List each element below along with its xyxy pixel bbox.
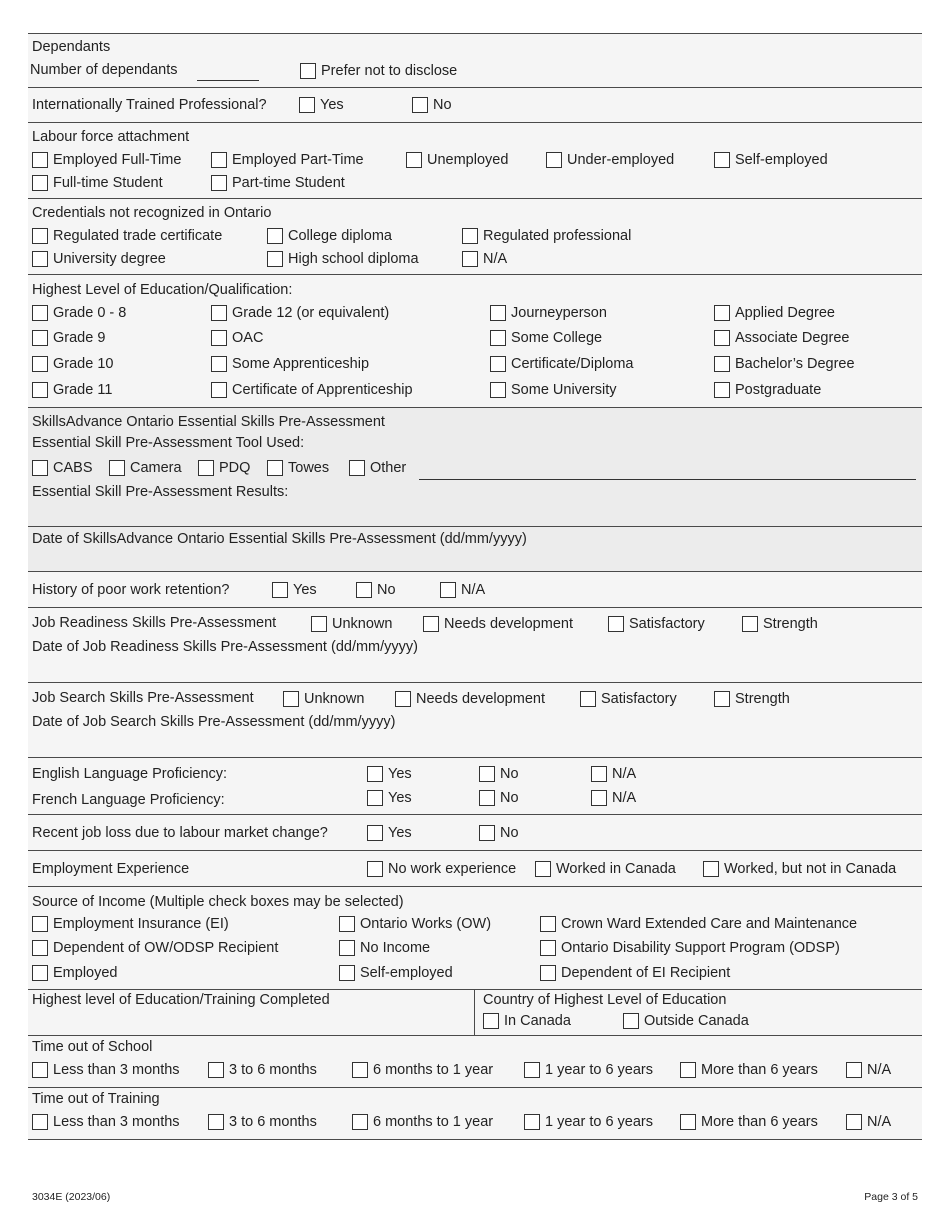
checkbox-box [479, 825, 495, 841]
checkbox-box [211, 305, 227, 321]
checkbox-label: University degree [53, 251, 166, 267]
part-time-student-checkbox[interactable] [211, 174, 345, 192]
job-readiness-date-label: Date of Job Readiness Skills Pre-Assessment (dd/mm/yyyy) [32, 639, 418, 655]
checkbox-box [546, 152, 562, 168]
form-id: 3034E (2023/06) [32, 1191, 111, 1203]
some-university-checkbox[interactable] [490, 381, 617, 399]
checkbox-label: PDQ [219, 460, 251, 476]
checkbox-box [406, 152, 422, 168]
checkbox-box [311, 616, 327, 632]
checkbox-box [714, 330, 730, 346]
checkbox-label: Yes [320, 97, 344, 113]
credentials-section [28, 198, 922, 274]
number-of-dependants-label: Number of dependants [30, 62, 178, 78]
job-readiness-label: Job Readiness Skills Pre-Assessment [32, 615, 277, 631]
english-no-checkbox[interactable] [479, 765, 519, 783]
checkbox-label: Grade 0 - 8 [53, 305, 127, 321]
checkbox-label: N/A [612, 766, 637, 782]
checkbox-label: Self-employed [735, 152, 828, 168]
checkbox-label: Applied Degree [735, 305, 835, 321]
checkbox-box [32, 1114, 48, 1130]
checkbox-label: 1 year to 6 years [545, 1062, 653, 1078]
checkbox-label: High school diploma [288, 251, 419, 267]
dependent-ow-odsp-checkbox[interactable] [32, 939, 278, 957]
no-work-experience-checkbox[interactable] [367, 860, 516, 878]
checkbox-box [395, 691, 411, 707]
school-6-months-1-year-checkbox[interactable] [352, 1061, 493, 1079]
checkbox-label: Dependent of EI Recipient [561, 965, 731, 981]
checkbox-label: Satisfactory [601, 691, 677, 707]
checkbox-label: Strength [735, 691, 790, 707]
checkbox-box [299, 97, 315, 113]
checkbox-label: 3 to 6 months [229, 1114, 317, 1130]
checkbox-label: Ontario Disability Support Program (ODSP) [561, 940, 840, 956]
checkbox-box [272, 582, 288, 598]
towes-checkbox[interactable] [267, 459, 329, 477]
training-6-months-1-year-checkbox[interactable] [352, 1113, 493, 1131]
checkbox-box [32, 330, 48, 346]
postgraduate-checkbox[interactable] [714, 381, 821, 399]
checkbox-box [524, 1062, 540, 1078]
checkbox-label: Part-time Student [232, 175, 345, 191]
checkbox-label: N/A [483, 251, 508, 267]
checkbox-label: Grade 9 [53, 330, 106, 346]
other-tool-input[interactable] [419, 461, 916, 480]
checkbox-box [440, 582, 456, 598]
odsp-checkbox[interactable] [540, 939, 840, 957]
checkbox-box [423, 616, 439, 632]
dependants-section [28, 33, 922, 87]
other-tool-checkbox[interactable] [349, 459, 406, 477]
employed-part-time-checkbox[interactable] [211, 151, 364, 169]
time-out-school-heading: Time out of School [32, 1039, 153, 1055]
job-readiness-unknown-checkbox[interactable] [311, 615, 392, 633]
checkbox-box [714, 152, 730, 168]
checkbox-label: Outside Canada [644, 1013, 749, 1029]
checkbox-box [490, 356, 506, 372]
certificate-of-apprenticeship-checkbox[interactable] [211, 381, 413, 399]
education-heading: Highest Level of Education/Qualification: [32, 282, 293, 298]
checkbox-box [211, 382, 227, 398]
checkbox-box [608, 616, 624, 632]
itp-yes-checkbox[interactable] [299, 96, 344, 114]
checkbox-label: No Income [360, 940, 431, 956]
checkbox-label: Journeyperson [511, 305, 607, 321]
oac-checkbox[interactable] [211, 329, 263, 347]
prefer-not-to-disclose-checkbox[interactable] [300, 62, 457, 80]
language-section [28, 757, 922, 814]
work-retention-section [28, 571, 922, 607]
checkbox-box [211, 152, 227, 168]
job-search-section [28, 682, 922, 757]
page-number: Page 3 of 5 [864, 1191, 918, 1203]
checkbox-label: No [433, 97, 452, 113]
job-loss-yes-checkbox[interactable] [367, 824, 412, 842]
checkbox-box [198, 460, 214, 476]
checkbox-label: 3 to 6 months [229, 1062, 317, 1078]
checkbox-box [680, 1114, 696, 1130]
cabs-checkbox[interactable] [32, 459, 93, 477]
checkbox-box [267, 228, 283, 244]
english-proficiency-label: English Language Proficiency: [32, 766, 228, 782]
checkbox-box [109, 460, 125, 476]
dependent-ei-checkbox[interactable] [540, 964, 730, 982]
checkbox-box [208, 1114, 224, 1130]
checkbox-box [490, 330, 506, 346]
checkbox-label: Camera [130, 460, 182, 476]
checkbox-label: Unknown [304, 691, 365, 707]
checkbox-box [680, 1062, 696, 1078]
checkbox-label: Less than 3 months [53, 1114, 180, 1130]
checkbox-label: Full-time Student [53, 175, 163, 191]
unemployed-checkbox[interactable] [406, 151, 508, 169]
checkbox-label: N/A [612, 790, 637, 806]
checkbox-label: In Canada [504, 1013, 571, 1029]
checkbox-label: More than 6 years [701, 1062, 818, 1078]
english-na-checkbox[interactable] [591, 765, 636, 783]
checkbox-label: No [500, 790, 519, 806]
checkbox-box [479, 790, 495, 806]
journeyperson-checkbox[interactable] [490, 304, 607, 322]
checkbox-label: Crown Ward Extended Care and Maintenance [561, 916, 858, 932]
income-heading: Source of Income (Multiple check boxes may be selected) [32, 894, 404, 910]
associate-degree-checkbox[interactable] [714, 329, 849, 347]
checkbox-label: N/A [867, 1114, 892, 1130]
self-employed-checkbox[interactable] [714, 151, 828, 169]
checkbox-box [483, 1013, 499, 1029]
job-search-unknown-checkbox[interactable] [283, 690, 364, 708]
checkbox-box [479, 766, 495, 782]
checkbox-box [714, 691, 730, 707]
essential-date-input[interactable] [32, 550, 332, 568]
checkbox-label: No [500, 766, 519, 782]
french-proficiency-label: French Language Proficiency: [32, 792, 225, 808]
credentials-heading: Credentials not recognized in Ontario [32, 205, 272, 221]
college-diploma-checkbox[interactable] [267, 227, 392, 245]
checkbox-box [714, 356, 730, 372]
job-search-satisfactory-checkbox[interactable] [580, 690, 677, 708]
checkbox-box [32, 228, 48, 244]
checkbox-box [462, 228, 478, 244]
time-out-school-section [28, 1035, 922, 1087]
training-less-3-months-checkbox[interactable] [32, 1113, 180, 1131]
checkbox-box [462, 251, 478, 267]
checkbox-box [540, 916, 556, 932]
job-loss-no-checkbox[interactable] [479, 824, 519, 842]
checkbox-box [283, 691, 299, 707]
french-no-checkbox[interactable] [479, 789, 519, 807]
job-readiness-strength-checkbox[interactable] [742, 615, 818, 633]
checkbox-label: OAC [232, 330, 264, 346]
french-yes-checkbox[interactable] [367, 789, 412, 807]
checkbox-label: Unemployed [427, 152, 509, 168]
retention-yes-checkbox[interactable] [272, 581, 317, 599]
checkbox-label: Yes [388, 766, 412, 782]
checkbox-label: Worked, but not in Canada [724, 861, 897, 877]
checkbox-label: Grade 12 (or equivalent) [232, 305, 390, 321]
checkbox-box [32, 916, 48, 932]
checkbox-box [714, 382, 730, 398]
full-time-student-checkbox[interactable] [32, 174, 163, 192]
in-canada-checkbox[interactable] [483, 1012, 571, 1030]
number-of-dependants-input[interactable] [197, 62, 259, 81]
regulated-trade-certificate-checkbox[interactable] [32, 227, 222, 245]
job-loss-label: Recent job loss due to labour market change? [32, 825, 328, 841]
school-1-6-years-checkbox[interactable] [524, 1061, 653, 1079]
checkbox-box [367, 825, 383, 841]
worked-not-in-canada-checkbox[interactable] [703, 860, 896, 878]
checkbox-box [846, 1114, 862, 1130]
checkbox-box [32, 356, 48, 372]
school-less-3-months-checkbox[interactable] [32, 1061, 180, 1079]
job-loss-section [28, 814, 922, 850]
checkbox-box [32, 251, 48, 267]
checkbox-label: Ontario Works (OW) [360, 916, 492, 932]
job-search-strength-checkbox[interactable] [714, 690, 790, 708]
job-search-date-input[interactable] [32, 734, 332, 752]
checkbox-label: CABS [53, 460, 93, 476]
checkbox-label: 6 months to 1 year [373, 1062, 494, 1078]
checkbox-label: Needs development [416, 691, 545, 707]
training-completed-section [28, 989, 922, 1035]
itp-label: Internationally Trained Professional? [32, 97, 267, 113]
itp-section [28, 87, 922, 122]
worked-in-canada-checkbox[interactable] [535, 860, 676, 878]
job-readiness-section [28, 607, 922, 682]
checkbox-box [742, 616, 758, 632]
checkbox-label: Yes [388, 825, 412, 841]
camera-checkbox[interactable] [109, 459, 182, 477]
checkbox-label: Other [370, 460, 407, 476]
checkbox-box [349, 460, 365, 476]
checkbox-box [211, 356, 227, 372]
checkbox-box [580, 691, 596, 707]
checkbox-box [32, 305, 48, 321]
grade-12-checkbox[interactable] [211, 304, 389, 322]
essential-date-label: Date of SkillsAdvance Ontario Essential Skills Pre-Assessment (dd/mm/yyyy) [32, 531, 527, 547]
checkbox-box [352, 1062, 368, 1078]
checkbox-label: No work experience [388, 861, 517, 877]
english-yes-checkbox[interactable] [367, 765, 412, 783]
checkbox-box [32, 940, 48, 956]
checkbox-label: N/A [867, 1062, 892, 1078]
checkbox-box [339, 965, 355, 981]
checkbox-label: Bachelor’s Degree [735, 356, 855, 372]
checkbox-box [32, 965, 48, 981]
checkbox-box [367, 861, 383, 877]
high-school-diploma-checkbox[interactable] [267, 250, 419, 268]
checkbox-label: Strength [763, 616, 818, 632]
checkbox-box [356, 582, 372, 598]
essential-tool-label: Essential Skill Pre-Assessment Tool Used: [32, 435, 305, 451]
checkbox-label: More than 6 years [701, 1114, 818, 1130]
training-more-6-years-checkbox[interactable] [680, 1113, 818, 1131]
employment-insurance-checkbox[interactable] [32, 915, 229, 933]
essential-skills-heading: SkillsAdvance Ontario Essential Skills Pre-Assessment [32, 414, 385, 430]
checkbox-box [211, 175, 227, 191]
job-readiness-needs-development-checkbox[interactable] [423, 615, 573, 633]
checkbox-label: Unknown [332, 616, 393, 632]
checkbox-label: Less than 3 months [53, 1062, 180, 1078]
time-out-training-section [28, 1087, 922, 1139]
checkbox-box [339, 916, 355, 932]
employed-income-checkbox[interactable] [32, 964, 117, 982]
column-divider [474, 990, 475, 1036]
some-apprenticeship-checkbox[interactable] [211, 355, 369, 373]
checkbox-label: Regulated professional [483, 228, 632, 244]
job-search-needs-development-checkbox[interactable] [395, 690, 545, 708]
checkbox-box [412, 97, 428, 113]
checkbox-box [339, 940, 355, 956]
checkbox-label: Under-employed [567, 152, 675, 168]
checkbox-box [352, 1114, 368, 1130]
training-3-6-months-checkbox[interactable] [208, 1113, 317, 1131]
training-completed-input[interactable] [32, 1012, 462, 1030]
employment-experience-label: Employment Experience [32, 861, 190, 877]
training-na-checkbox[interactable] [846, 1113, 891, 1131]
itp-no-checkbox[interactable] [412, 96, 452, 114]
grade-0-8-checkbox[interactable] [32, 304, 126, 322]
time-out-training-heading: Time out of Training [32, 1091, 160, 1107]
bachelors-degree-checkbox[interactable] [714, 355, 855, 373]
checkbox-box [267, 251, 283, 267]
job-readiness-date-input[interactable] [32, 659, 332, 677]
checkbox-label: Yes [388, 790, 412, 806]
job-search-label: Job Search Skills Pre-Assessment [32, 690, 254, 706]
french-na-checkbox[interactable] [591, 789, 636, 807]
checkbox-label: No [377, 582, 396, 598]
checkbox-box [208, 1062, 224, 1078]
checkbox-box [267, 460, 283, 476]
training-completed-label: Highest level of Education/Training Completed [32, 992, 330, 1008]
checkbox-label: College diploma [288, 228, 392, 244]
checkbox-label: Self-employed [360, 965, 453, 981]
checkbox-label: Some University [511, 382, 617, 398]
labour-force-section [28, 122, 922, 198]
work-retention-label: History of poor work retention? [32, 582, 230, 598]
checkbox-box [490, 382, 506, 398]
checkbox-box [540, 965, 556, 981]
checkbox-label: Grade 10 [53, 356, 114, 372]
checkbox-box [591, 766, 607, 782]
retention-no-checkbox[interactable] [356, 581, 396, 599]
checkbox-box [300, 63, 316, 79]
checkbox-box [32, 152, 48, 168]
income-section [28, 886, 922, 989]
pdq-checkbox[interactable] [198, 459, 250, 477]
checkbox-box [535, 861, 551, 877]
checkbox-label: Towes [288, 460, 330, 476]
checkbox-label: Prefer not to disclose [321, 63, 458, 79]
checkbox-label: Dependent of OW/ODSP Recipient [53, 940, 279, 956]
checkbox-label: Employed Full-Time [53, 152, 182, 168]
university-degree-checkbox[interactable] [32, 250, 166, 268]
checkbox-box [524, 1114, 540, 1130]
checkbox-label: Needs development [444, 616, 573, 632]
ontario-works-checkbox[interactable] [339, 915, 491, 933]
country-education-label: Country of Highest Level of Education [483, 992, 727, 1008]
checkbox-box [367, 766, 383, 782]
checkbox-box [32, 382, 48, 398]
checkbox-box [32, 1062, 48, 1078]
training-1-6-years-checkbox[interactable] [524, 1113, 653, 1131]
dependants-heading: Dependants [32, 39, 111, 55]
checkbox-label: Employment Insurance (EI) [53, 916, 229, 932]
checkbox-label: Employed [53, 965, 118, 981]
checkbox-box [32, 175, 48, 191]
no-income-checkbox[interactable] [339, 939, 430, 957]
essential-date-section [28, 526, 922, 571]
checkbox-box [846, 1062, 862, 1078]
checkbox-label: No [500, 825, 519, 841]
checkbox-label: 6 months to 1 year [373, 1114, 494, 1130]
employment-experience-section [28, 850, 922, 886]
checkbox-label: Worked in Canada [556, 861, 676, 877]
grade-10-checkbox[interactable] [32, 355, 113, 373]
school-3-6-months-checkbox[interactable] [208, 1061, 317, 1079]
checkbox-label: Yes [293, 582, 317, 598]
credentials-na-checkbox[interactable] [462, 250, 507, 268]
grade-11-checkbox[interactable] [32, 381, 112, 399]
checkbox-box [591, 790, 607, 806]
some-college-checkbox[interactable] [490, 329, 602, 347]
school-na-checkbox[interactable] [846, 1061, 891, 1079]
checkbox-label: Satisfactory [629, 616, 705, 632]
checkbox-box [490, 305, 506, 321]
outside-canada-checkbox[interactable] [623, 1012, 749, 1030]
checkbox-label: Grade 11 [53, 382, 113, 398]
under-employed-checkbox[interactable] [546, 151, 674, 169]
checkbox-label: Some Apprenticeship [232, 356, 370, 372]
checkbox-label: Certificate of Apprenticeship [232, 382, 413, 398]
regulated-professional-checkbox[interactable] [462, 227, 631, 245]
job-readiness-satisfactory-checkbox[interactable] [608, 615, 705, 633]
essential-results-label: Essential Skill Pre-Assessment Results: [32, 484, 289, 500]
certificate-diploma-checkbox[interactable] [490, 355, 634, 373]
retention-na-checkbox[interactable] [440, 581, 485, 599]
checkbox-label: Associate Degree [735, 330, 850, 346]
employed-full-time-checkbox[interactable] [32, 151, 181, 169]
checkbox-box [211, 330, 227, 346]
checkbox-box [540, 940, 556, 956]
checkbox-box [714, 305, 730, 321]
checkbox-box [623, 1013, 639, 1029]
self-employed-income-checkbox[interactable] [339, 964, 453, 982]
checkbox-label: Certificate/Diploma [511, 356, 634, 372]
essential-results-input[interactable] [32, 503, 912, 521]
checkbox-label: 1 year to 6 years [545, 1114, 653, 1130]
job-search-date-label: Date of Job Search Skills Pre-Assessment (dd/mm/yyyy) [32, 714, 396, 730]
checkbox-label: Postgraduate [735, 382, 822, 398]
essential-skills-section [28, 407, 922, 526]
applied-degree-checkbox[interactable] [714, 304, 835, 322]
form-bottom-rule [28, 1139, 922, 1140]
checkbox-box [367, 790, 383, 806]
checkbox-label: Regulated trade certificate [53, 228, 223, 244]
grade-9-checkbox[interactable] [32, 329, 105, 347]
crown-ward-checkbox[interactable] [540, 915, 857, 933]
checkbox-box [32, 460, 48, 476]
education-section [28, 274, 922, 407]
checkbox-label: Some College [511, 330, 603, 346]
checkbox-label: N/A [461, 582, 486, 598]
school-more-6-years-checkbox[interactable] [680, 1061, 818, 1079]
labour-force-heading: Labour force attachment [32, 129, 190, 145]
checkbox-box [703, 861, 719, 877]
checkbox-label: Employed Part-Time [232, 152, 364, 168]
